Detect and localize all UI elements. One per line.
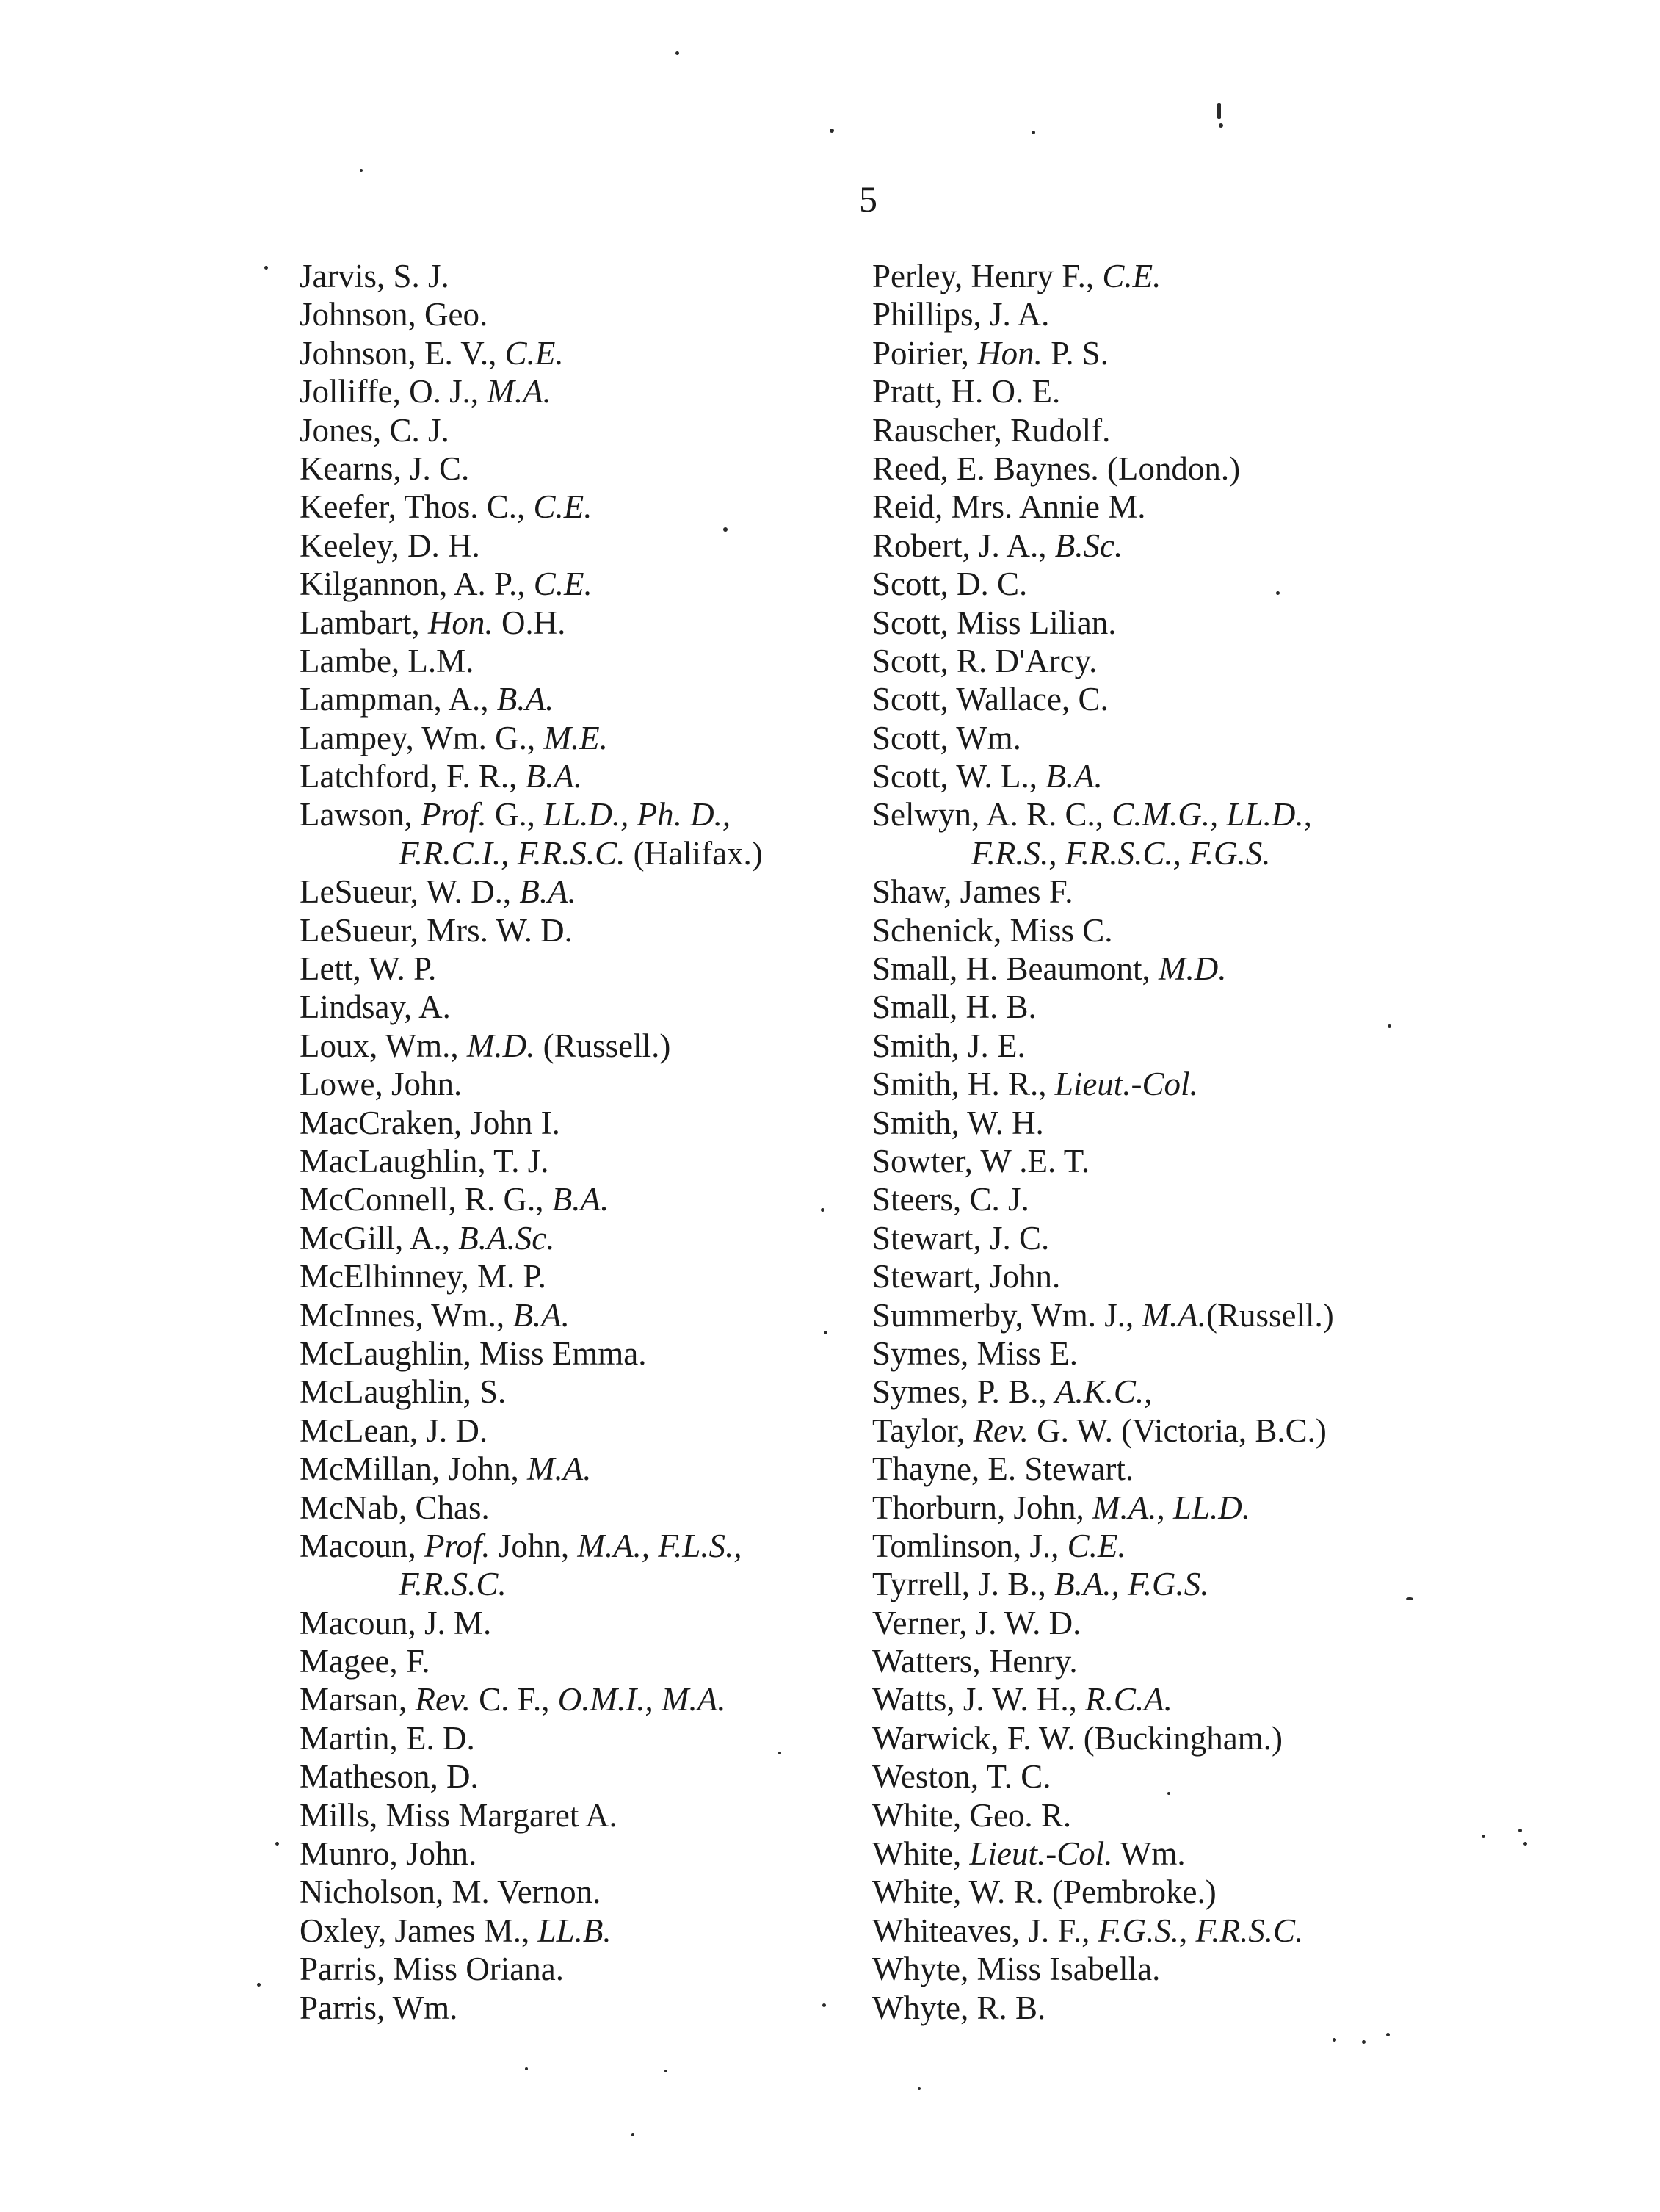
member-entry <box>872 1950 1482 1988</box>
member-entry <box>872 1104 1482 1142</box>
entry-name-text: Scott, D. C. <box>872 565 1028 603</box>
print-speck <box>1219 123 1223 128</box>
member-entry <box>300 1373 872 1411</box>
member-entry <box>872 1219 1482 1257</box>
member-entry <box>300 411 872 449</box>
member-entry <box>872 604 1482 642</box>
print-speck <box>830 129 834 133</box>
entry-name-text: Jones, C. J. <box>300 411 449 449</box>
print-speck <box>1032 131 1035 134</box>
print-speck <box>1333 2038 1336 2042</box>
entry-name-text: Wm. <box>1112 1835 1186 1873</box>
entry-name-text: Whyte, Miss Isabella. <box>872 1951 1161 1988</box>
entry-title-text: B.A. <box>512 1296 570 1334</box>
entry-name-text: Rauscher, Rudolf. <box>872 411 1111 449</box>
entry-name-text: Keeley, D. H. <box>300 527 480 564</box>
entry-title-text: Prof. <box>424 1527 490 1564</box>
member-entry <box>872 257 1482 295</box>
member-entry-continuation <box>872 834 1482 872</box>
member-entry <box>300 1989 872 2027</box>
member-entry <box>872 1873 1482 1911</box>
member-entry <box>872 1680 1482 1718</box>
member-entry <box>300 1027 872 1065</box>
entry-name-text: Thorburn, John, <box>872 1489 1092 1526</box>
member-entry <box>300 719 872 757</box>
entry-title-text: M.A. <box>1142 1296 1206 1334</box>
entry-name-text: Verner, J. W. D. <box>872 1604 1081 1641</box>
member-entry <box>300 1642 872 1680</box>
entry-name-text: Reed, E. Baynes. (London.) <box>872 449 1241 487</box>
entry-name-text: Small, H. Beaumont, <box>872 950 1159 988</box>
print-speck <box>664 2070 667 2072</box>
entry-title-text: C.E. <box>1102 258 1161 294</box>
member-entry <box>872 1257 1482 1295</box>
entry-name-text: Whyte, R. B. <box>872 1989 1046 2026</box>
entry-name-text: McMillan, John, <box>300 1450 527 1488</box>
member-entry <box>300 1180 872 1218</box>
member-entry <box>300 1604 872 1642</box>
entry-name-text: Loux, Wm., <box>300 1027 467 1064</box>
entry-title-text: F.G.S., F.R.S.C. <box>1098 1912 1304 1949</box>
entry-name-text: Parris, Miss Oriana. <box>300 1951 564 1988</box>
member-entry <box>300 1757 872 1796</box>
entry-name-text: Stewart, J. C. <box>872 1219 1050 1257</box>
member-entry <box>872 1296 1482 1334</box>
entry-name-text: Martin, E. D. <box>300 1719 475 1757</box>
member-entry <box>872 1757 1482 1796</box>
entry-title-text: B.A.Sc. <box>458 1219 555 1257</box>
member-entry <box>300 295 872 333</box>
member-entry <box>872 1642 1482 1680</box>
entry-name-text: Taylor, <box>872 1412 974 1449</box>
entry-name-text: Macoun, <box>300 1527 424 1564</box>
entry-name-text: Scott, R. D'Arcy. <box>872 642 1098 679</box>
member-entry <box>872 1565 1482 1603</box>
entry-name-text: Parris, Wm. <box>300 1989 458 2026</box>
member-entry <box>300 565 872 603</box>
member-entry <box>872 795 1482 834</box>
entry-name-text: G., <box>486 796 544 834</box>
entry-title-text: Rev. <box>415 1681 471 1718</box>
entry-name-text: Lowe, John. <box>300 1066 463 1103</box>
member-entry <box>300 911 872 950</box>
print-speck <box>275 1842 279 1846</box>
member-entry <box>872 680 1482 718</box>
entry-name-text: Watts, J. W. H., <box>872 1681 1086 1718</box>
member-entry <box>872 1450 1482 1488</box>
member-list-right-column <box>872 257 1482 2027</box>
print-speck <box>821 1208 824 1212</box>
entry-name-text: Lett, W. P. <box>300 950 437 988</box>
entry-name-text: (Halifax.) <box>625 834 763 872</box>
entry-title-text: C.M.G., LL.D., <box>1112 796 1312 834</box>
entry-title-text: M.D. <box>466 1027 535 1064</box>
member-entry <box>872 1527 1482 1565</box>
entry-title-text: M.E. <box>543 719 608 756</box>
member-entry <box>300 1065 872 1103</box>
entry-name-text: White, <box>872 1835 970 1873</box>
member-entry <box>300 1950 872 1988</box>
entry-name-text: Weston, T. C. <box>872 1758 1051 1796</box>
member-entry <box>300 795 872 834</box>
entry-title-text: LL.D., Ph. D., <box>543 796 731 834</box>
print-speck <box>1523 1842 1527 1846</box>
entry-name-text: Marsan, <box>300 1681 416 1718</box>
entry-name-text: Kearns, J. C. <box>300 449 470 487</box>
print-speck <box>631 2133 634 2136</box>
entry-name-text: Jolliffe, O. J., <box>300 373 488 411</box>
member-entry <box>300 257 872 295</box>
member-entry <box>872 449 1482 488</box>
entry-title-text: F.R.C.I., F.R.S.C. <box>399 834 626 872</box>
print-speck <box>1482 1835 1485 1838</box>
entry-title-text: M.A. <box>487 373 551 411</box>
entry-name-text: Smith, H. R., <box>872 1066 1055 1103</box>
member-entry <box>872 1604 1482 1642</box>
member-entry <box>300 1912 872 1950</box>
member-entry <box>872 719 1482 757</box>
member-entry <box>872 488 1482 526</box>
entry-name-text: Lawson, <box>300 796 421 834</box>
member-entry <box>300 1489 872 1527</box>
member-entry <box>300 1296 872 1334</box>
member-entry <box>300 1412 872 1450</box>
print-speck <box>918 2087 921 2090</box>
entry-name-text: Shaw, James F. <box>872 873 1073 911</box>
entry-title-text: F.R.S.C. <box>399 1566 507 1603</box>
entry-name-text: Robert, J. A., <box>872 527 1055 564</box>
member-entry <box>300 1104 872 1142</box>
entry-title-text: B.Sc. <box>1054 527 1123 564</box>
entry-name-text: G. W. (Victoria, B.C.) <box>1028 1412 1327 1449</box>
entry-name-text: (Russell.) <box>534 1027 671 1064</box>
entry-title-text: O.M.I., M.A. <box>557 1681 726 1718</box>
entry-title-text: LL.B. <box>537 1912 612 1949</box>
entry-name-text: Symes, P. B., <box>872 1373 1055 1411</box>
entry-name-text: Lambart, <box>300 604 428 641</box>
entry-name-text: Latchford, F. R., <box>300 758 526 795</box>
entry-name-text: McElhinney, M. P. <box>300 1258 546 1295</box>
entry-name-text: Perley, Henry F., <box>872 258 1103 294</box>
entry-name-text: Nicholson, M. Vernon. <box>300 1873 601 1911</box>
entry-name-text: McGill, A., <box>300 1219 459 1257</box>
entry-title-text: Hon. <box>427 604 493 641</box>
entry-title-text: Rev. <box>973 1412 1029 1449</box>
member-entry <box>872 1912 1482 1950</box>
member-entry <box>300 642 872 680</box>
member-entry <box>872 1180 1482 1218</box>
member-entry <box>300 488 872 526</box>
entry-name-text: LeSueur, Mrs. W. D. <box>300 911 573 949</box>
page-number: 5 <box>859 178 877 220</box>
print-speck <box>675 51 679 55</box>
member-entry <box>872 988 1482 1026</box>
print-speck <box>1167 1792 1170 1795</box>
entry-title-text: Lieut.-Col. <box>969 1835 1113 1873</box>
entry-name-text: Matheson, D. <box>300 1758 479 1796</box>
member-entry <box>300 1796 872 1835</box>
member-entry <box>300 1527 872 1565</box>
entry-name-text: McLaughlin, Miss Emma. <box>300 1334 647 1372</box>
print-speck <box>360 169 363 172</box>
member-entry <box>300 950 872 988</box>
entry-name-text: Reid, Mrs. Annie M. <box>872 488 1146 526</box>
member-entry <box>872 295 1482 333</box>
member-entry-continuation <box>300 1565 872 1603</box>
entry-title-text: Lieut.-Col. <box>1054 1066 1198 1103</box>
entry-name-text: Small, H. B. <box>872 988 1037 1026</box>
entry-name-text: O.H. <box>493 604 566 641</box>
entry-name-text: McInnes, Wm., <box>300 1296 513 1334</box>
entry-title-text: C.E. <box>504 334 564 372</box>
entry-name-text: Kilgannon, A. P., <box>300 565 534 603</box>
entry-name-text: Smith, J. E. <box>872 1027 1026 1064</box>
member-entry <box>872 950 1482 988</box>
entry-name-text: Summerby, Wm. J., <box>872 1296 1142 1334</box>
print-speck <box>1406 1597 1413 1600</box>
member-entry <box>300 1334 872 1373</box>
entry-title-text: M.A., F.L.S., <box>577 1527 742 1564</box>
entry-title-text: B.A. <box>551 1181 609 1218</box>
member-entry <box>300 1142 872 1180</box>
entry-name-text: Sowter, W .E. T. <box>872 1142 1090 1179</box>
member-entry <box>872 565 1482 603</box>
entry-name-text: Lambe, L.M. <box>300 642 474 679</box>
print-speck <box>723 527 728 532</box>
member-entry-continuation <box>300 834 872 872</box>
member-entry <box>300 334 872 372</box>
entry-name-text: Lampey, Wm. G., <box>300 719 544 756</box>
entry-name-text: John, <box>490 1527 578 1564</box>
entry-name-text: P. S. <box>1042 334 1109 372</box>
entry-name-text: (Russell.) <box>1206 1296 1334 1334</box>
entry-name-text: Smith, W. H. <box>872 1104 1044 1141</box>
entry-name-text: Watters, Henry. <box>872 1643 1078 1680</box>
entry-title-text: M.D. <box>1158 950 1227 988</box>
print-speck <box>264 266 268 270</box>
entry-title-text: B.A., F.G.S. <box>1054 1566 1209 1603</box>
entry-name-text: Johnson, Geo. <box>300 296 488 333</box>
print-speck <box>822 2003 826 2007</box>
entry-name-text: McNab, Chas. <box>300 1489 490 1526</box>
entry-name-text: Whiteaves, J. F., <box>872 1912 1098 1949</box>
print-speck <box>1217 103 1221 119</box>
member-entry <box>300 1219 872 1257</box>
entry-name-text: Pratt, H. O. E. <box>872 373 1061 411</box>
entry-name-text: McLean, J. D. <box>300 1412 488 1449</box>
entry-name-text: Tomlinson, J., <box>872 1527 1068 1564</box>
entry-name-text: Lindsay, A. <box>300 988 451 1026</box>
entry-name-text: Tyrrell, J. B., <box>872 1566 1055 1603</box>
member-entry <box>872 1334 1482 1373</box>
member-entry <box>300 449 872 488</box>
entry-title-text: F.R.S., F.R.S.C., F.G.S. <box>971 834 1271 872</box>
print-speck <box>1276 591 1280 595</box>
print-speck <box>824 1331 827 1334</box>
member-entry <box>300 757 872 795</box>
member-entry <box>300 372 872 411</box>
member-entry <box>872 372 1482 411</box>
member-entry <box>872 1142 1482 1180</box>
entry-title-text: B.A. <box>496 681 554 718</box>
entry-name-text: Johnson, E. V., <box>300 334 505 372</box>
entry-name-text: Mills, Miss Margaret A. <box>300 1796 617 1834</box>
member-entry <box>300 1873 872 1911</box>
member-entry <box>872 642 1482 680</box>
entry-name-text: Oxley, James M., <box>300 1912 538 1949</box>
member-entry <box>872 872 1482 911</box>
member-entry <box>300 872 872 911</box>
member-entry <box>872 1065 1482 1103</box>
entry-title-text: A.K.C., <box>1054 1373 1153 1411</box>
member-entry <box>872 911 1482 950</box>
entry-name-text: Scott, Wallace, C. <box>872 681 1109 718</box>
entry-name-text: Scott, W. L., <box>872 758 1046 795</box>
member-entry <box>872 757 1482 795</box>
member-entry <box>872 1835 1482 1873</box>
entry-name-text: Stewart, John. <box>872 1258 1061 1295</box>
entry-title-text: B.A. <box>519 873 576 911</box>
entry-name-text: MacCraken, John I. <box>300 1104 560 1141</box>
entry-title-text: M.A., LL.D. <box>1092 1489 1251 1526</box>
entry-name-text: Selwyn, A. R. C., <box>872 796 1112 834</box>
print-speck <box>525 2067 528 2070</box>
entry-name-text: Macoun, J. M. <box>300 1604 492 1641</box>
print-speck <box>1362 2040 1366 2044</box>
print-speck <box>1518 1829 1522 1832</box>
entry-name-text: Munro, John. <box>300 1835 477 1873</box>
member-entry <box>872 1719 1482 1757</box>
member-entry <box>872 411 1482 449</box>
entry-name-text: White, W. R. (Pembroke.) <box>872 1873 1217 1911</box>
member-entry <box>300 1719 872 1757</box>
member-entry <box>872 1412 1482 1450</box>
member-entry <box>872 1989 1482 2027</box>
print-speck <box>1388 1024 1391 1028</box>
member-entry <box>872 334 1482 372</box>
member-entry <box>300 527 872 565</box>
print-speck <box>1386 2033 1390 2036</box>
member-entry <box>300 1257 872 1295</box>
entry-title-text: Prof. <box>420 796 487 834</box>
member-entry <box>300 1450 872 1488</box>
member-entry <box>872 1027 1482 1065</box>
entry-name-text: Schenick, Miss C. <box>872 911 1113 949</box>
member-entry <box>300 1835 872 1873</box>
entry-title-text: B.A. <box>525 758 583 795</box>
entry-name-text: C. F., <box>470 1681 558 1718</box>
entry-title-text: R.C.A. <box>1085 1681 1172 1718</box>
entry-name-text: McConnell, R. G., <box>300 1181 552 1218</box>
entry-title-text: C.E. <box>533 488 592 526</box>
entry-name-text: Scott, Miss Lilian. <box>872 604 1117 641</box>
entry-name-text: Phillips, J. A. <box>872 296 1050 333</box>
entry-name-text: Magee, F. <box>300 1643 430 1680</box>
member-entry <box>300 988 872 1026</box>
entry-title-text: Hon. <box>977 334 1043 372</box>
member-list-left-column <box>300 257 872 2027</box>
member-entry <box>300 680 872 718</box>
entry-name-text: Warwick, F. W. (Buckingham.) <box>872 1719 1283 1757</box>
entry-name-text: McLaughlin, S. <box>300 1373 507 1411</box>
entry-title-text: C.E. <box>533 565 592 603</box>
entry-name-text: Steers, C. J. <box>872 1181 1029 1218</box>
entry-name-text: Scott, Wm. <box>872 719 1021 756</box>
entry-name-text: LeSueur, W. D., <box>300 873 520 911</box>
entry-title-text: B.A. <box>1045 758 1103 795</box>
entry-name-text: Lampman, A., <box>300 681 497 718</box>
member-entry <box>872 1373 1482 1411</box>
entry-name-text: Symes, Miss E. <box>872 1334 1079 1372</box>
entry-name-text: MacLaughlin, T. J. <box>300 1142 549 1179</box>
print-speck <box>257 1983 261 1987</box>
entry-title-text: M.A. <box>527 1450 592 1488</box>
print-speck <box>778 1752 781 1754</box>
member-entry <box>300 604 872 642</box>
entry-name-text: Jarvis, S. J. <box>300 258 449 294</box>
entry-name-text: White, Geo. R. <box>872 1796 1072 1834</box>
member-entry <box>872 527 1482 565</box>
entry-name-text: Keefer, Thos. C., <box>300 488 534 526</box>
member-entry <box>300 1680 872 1718</box>
member-entry <box>872 1489 1482 1527</box>
entry-title-text: C.E. <box>1067 1527 1126 1564</box>
member-entry <box>872 1796 1482 1835</box>
entry-name-text: Thayne, E. Stewart. <box>872 1450 1134 1488</box>
entry-name-text: Poirier, <box>872 334 978 372</box>
